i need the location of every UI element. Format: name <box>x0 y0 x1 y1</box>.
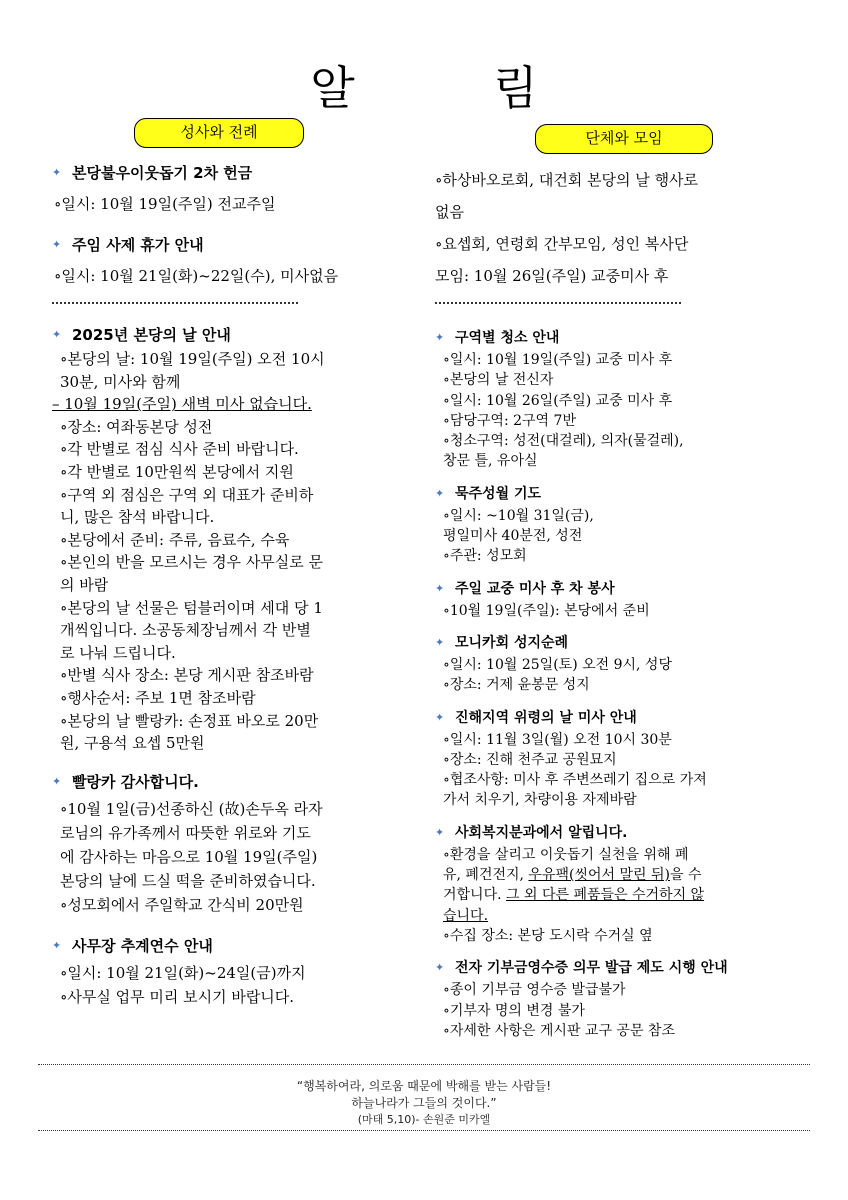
column-groups <box>435 118 815 1041</box>
groups-intro: ∘하상바오로회, 대건회 본당의 날 행사로 없음 ∘요셉회, 연령회 간부모임, 성인 복사단 모임: 10월 26일(주일) 교중미사 후 <box>435 171 699 285</box>
section-title: ✦ 2025년 본당의 날 안내 <box>52 326 231 344</box>
column-header-groups: 단체와 모임 <box>535 124 713 154</box>
section-title: ✦ 구역별 청소 안내 <box>435 330 560 346</box>
footer-divider-top <box>38 1064 810 1065</box>
section-title: ✦ 빨랑카 감사합니다. <box>52 772 199 791</box>
section-body: ∘일시: 10월 25일(토) 오전 9시, 성당 ∘장소: 거제 윤봉문 성지 <box>443 656 672 694</box>
star-bullet-icon: ✦ <box>435 635 445 649</box>
section-body: ∘본당의 날: 10월 19일(주일) 오전 10시 30분, 미사와 함께 – 10월 19일(주일) 새벽 미사 없습니다. ∘장소: 여좌동본당 성전 ∘각 반별로 점심 식사 준비 바랍니다. ∘각 반별로 10만원씩 본당에서 지원 ∘구역 외 점심은 구역 외 대표가 준비하 니, 많은 참석 바랍니다. ∘본당에서 준비: 주류, 음료수, 수육 ∘본인의 반을 모르시는 경우 사무실로 문 의 바람 ∘본당의 날 선물은 텀블러이며 세대 당 1 개씩입니다. 소공동체장님께서 각 반별 로 나눠 드립니다. ∘반별 식사 장소: 본당 게시판 참조바람 ∘행사순서: 주보 1면 참조바람 ∘본당의 날 빨랑카: 손정표 바오로 20만 원, 구용석 요셉 5만원 <box>52 350 325 753</box>
section-body: ∘10월 1일(금)선종하신 (故)손두옥 라자 로님의 유가족께서 따뜻한 위로와 기도 에 감사하는 마음으로 10월 19일(주일) 본당의 날에 드실 떡을 준비하였습니다. ∘성모회에서 주일학교 간식비 20만원 <box>60 799 323 914</box>
section-title: ✦ 모니카회 성지순례 <box>435 634 569 651</box>
quote-source: (마태 5,10)- 손원준 미카엘 <box>357 1113 491 1126</box>
section-title: ✦ 전자 기부금영수증 의무 발급 제도 시행 안내 <box>435 960 728 977</box>
page-title: 알 림 <box>310 61 600 115</box>
section-title: ✦ 진해지역 위령의 날 미사 안내 <box>435 709 637 726</box>
section-title: ✦ 사무장 추계연수 안내 <box>52 936 213 955</box>
star-bullet-icon: ✦ <box>52 328 62 341</box>
star-bullet-icon: ✦ <box>435 710 445 724</box>
section-title: ✦ 주일 교중 미사 후 차 봉사 <box>435 580 615 597</box>
dotted-divider <box>435 302 681 304</box>
section-body: ∘종이 기부금 영수증 발급불가 ∘기부자 명의 변경 불가 ∘자세한 사항은 게시판 교구 공문 참조 <box>443 982 675 1039</box>
star-bullet-icon: ✦ <box>435 961 445 975</box>
section-body: ∘환경을 살리고 이웃돕기 실천을 위해 폐 유, 폐건전지, 우유팩(씻어서 말린 뒤)을 수 거합니다. 그 외 다른 폐품들은 수거하지 않 습니다. ∘수집 장소: 본당 도시락 수거실 옆 <box>443 846 705 944</box>
star-bullet-icon: ✦ <box>52 238 62 251</box>
section-title: ✦ 묵주성월 기도 <box>435 485 542 502</box>
column-liturgy <box>52 118 424 1009</box>
section-title: ✦ 주임 사제 휴가 안내 <box>52 236 204 254</box>
dotted-divider <box>52 302 298 304</box>
star-bullet-icon: ✦ <box>52 166 62 179</box>
section-title: ✦ 사회복지분과에서 알립니다. <box>435 824 628 841</box>
section-body: ∘일시: ~10월 31일(금), 평일미사 40분전, 성전 ∘주관: 성모회 <box>443 507 594 565</box>
star-bullet-icon: ✦ <box>435 825 445 839</box>
star-bullet-icon: ✦ <box>435 331 445 344</box>
section-body: ∘일시: 10월 19일(주일) 전교주일 <box>54 195 276 213</box>
star-bullet-icon: ✦ <box>52 774 62 788</box>
star-bullet-icon: ✦ <box>52 938 62 952</box>
section-body: ∘일시: 11월 3일(월) 오전 10시 30분 ∘장소: 진해 천주교 공원묘지 ∘협조사항: 미사 후 주변쓰레기 집으로 가져 가서 치우기, 차량이용 자제바람 <box>443 731 707 809</box>
footer-divider-bottom <box>38 1130 810 1131</box>
section-title: ✦ 본당불우이웃돕기 2차 헌금 <box>52 164 253 182</box>
section-body: ∘일시: 10월 21일(화)~24일(금)까지 ∘사무실 업무 미리 보시기 바랍니다. <box>60 963 306 1006</box>
column-header-liturgy: 성사와 전례 <box>134 118 304 148</box>
star-bullet-icon: ✦ <box>435 581 445 595</box>
bible-quote: “행복하여라, 의로움 때문에 박해를 받는 사람들! 하늘나라가 그들의 것이다.” (마태 5,10)- 손원준 미카엘 <box>0 1078 848 1127</box>
section-body: ∘일시: 10월 19일(주일) 교중 미사 후 ∘본당의 날 전신자 ∘일시: 10월 26일(주일) 교중 미사 후 ∘담당구역: 2구역 7반 ∘청소구역: 성전(대걸레), 의자(물걸레), 창문 틀, 유아실 <box>443 352 684 470</box>
section-body: ∘10월 19일(주일): 본당에서 준비 <box>443 602 650 619</box>
section-body: ∘일시: 10월 21일(화)~22일(수), 미사없음 <box>54 267 339 285</box>
star-bullet-icon: ✦ <box>435 486 445 500</box>
